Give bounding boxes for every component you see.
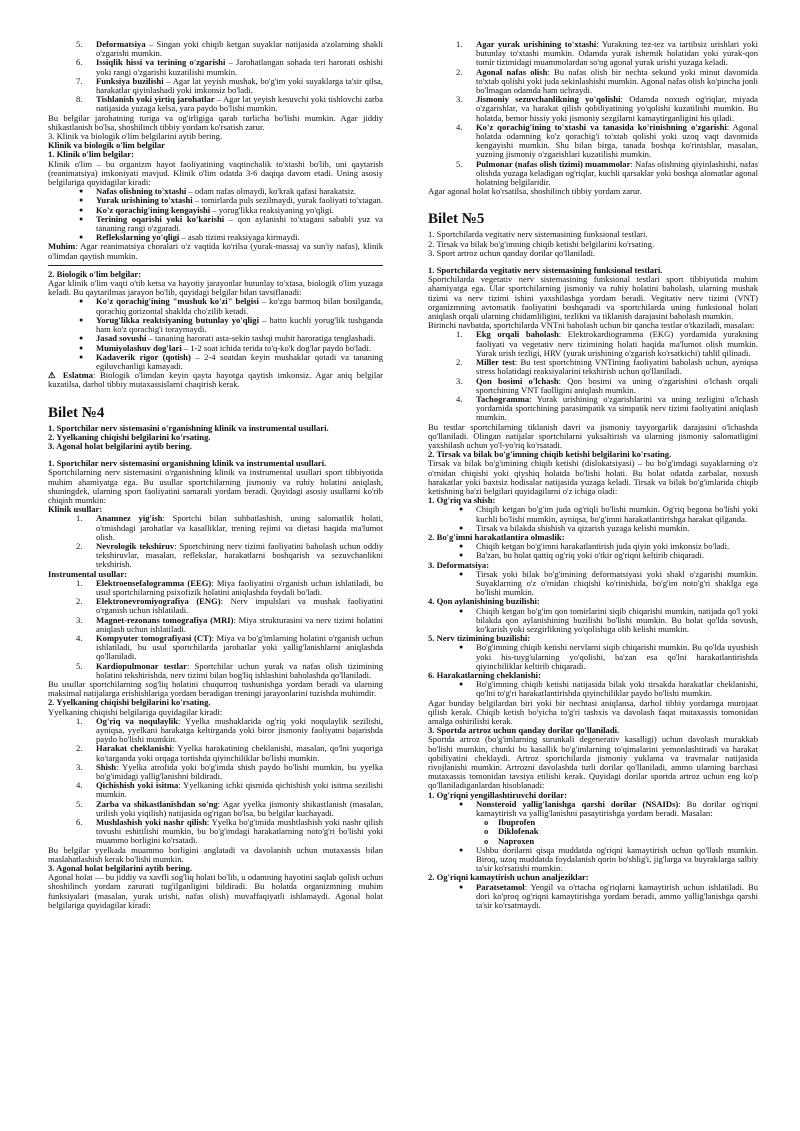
left-column xyxy=(48,40,383,910)
list-item: 8. Tishlanish yoki yirtiq jarohatlar – Agar lat yeyish kesuvchi yoki tishlovchi zarba natijasida yuzaga kelsa, yara paydo bo'lishi mumkin. xyxy=(76,94,383,114)
question-line: 2. Yyelkaning chiqishi belgilarini ko'rsating. xyxy=(48,431,211,442)
paragraph: Agar agonal holat ko'rsatilsa, shoshilinch tibbiy yordam zarur. xyxy=(428,186,642,197)
clinical-bullets xyxy=(48,187,383,242)
list-item: ● Chiqib ketgan bo'g'imni harakatlantirish juda qiyin yoki imkonsiz bo'ladi. xyxy=(428,542,758,551)
section-heading: 2. Biologik o'lim belgilar: xyxy=(48,268,142,279)
group-heading: 4. Qon aylanishining buzilishi: xyxy=(428,596,540,607)
paragraph: Sportda artroz (bo'g'imlarning surunkali degenerativ kasalligi) uchun davolash murakkab bo'lishi mumkin, chunki bu kasallik bo'g'imlarning to'qimalarini yemonlashtiradi va harakat qobiliyatini cheklaydi. Artroz sportchilarda jismoniy yuklama va travmalar natijasida rivojlanishi mumkin. Artrozni davolashda turli dorilar qo'llaniladi, ammo ularning barchasi mutaxassis tomonidan tavsiya etilishi kerak. Quyidagi dorilar sportda artroz uchun eng ko'p qo'llaniladiganlardan hisoblanadi: xyxy=(428,734,758,791)
list-item: 6. Mushlashish yoki nashr qilish: Yyelka bo'g'imida mushtlashish yoki nashr qilish tovushi eshitilishi mumkin, bu bo'g'imdagi harakatlarning noto'g'ri bo'lishi yoki muammo borligini ko'rsatadi. xyxy=(76,817,383,846)
list-item: 4. Qichishish yoki isitma: Yyelkaning ichki qismida qichishish yoki isitma sezilishi mumkin. xyxy=(76,780,383,800)
list-item: ● Ba'zan, bu holat qattiq og'riq yoki o'tkir og'riqni keltirib chiqaradi. xyxy=(428,551,758,560)
list-item: 1. Anamnez yig'ish: Sportchi bilan suhbatlashish, uning salomatlik holati, o'tmishdagi jarohatlar va kasalliklar, trening rejimi va dietasi haqida ma'lumot olish. xyxy=(76,513,383,542)
list-item: ● Nafas olishning to'xtashi – odam nafas olmaydi, ko'krak qafasi harakatsiz. xyxy=(48,187,383,196)
list-item: 2. Harakat cheklanishi: Yyelka harakatining cheklanishi, masalan, qo'lni yuqoriga ko'targanda yoki orqaga tortishda qiyinchiliklar bo'lishi mumkin. xyxy=(76,743,383,763)
group-heading: 1. Og'riqni yengillashtiruvchi dorilar: xyxy=(428,789,567,800)
bio-bullets xyxy=(48,297,383,371)
list-item: ● Bo'g'imning chiqib ketishi natijasida bilak yoki tirsakda harakatlar cheklanishi, qo'lni to'g'ri harakatlantirishda qiyinchiliklar paydo bo'lishi mumkin. xyxy=(428,680,758,698)
list-item: ● Kadaverik rigor (qotish) – 2-4 soatdan keyin mushaklar qotadi va tananing egiluvchanligi kamayadi. xyxy=(48,353,383,371)
list-item: 3. Shish: Yyelka atrofida yoki bo'g'imda shish paydo bo'lishi mumkin, bu yyelka bo'g'imidagi yallig'lanishni bildiradi. xyxy=(76,761,383,782)
note: ⚠ Eslatma: Biologik o'limdan keyin qayta hayotga qaytish imkonsiz. Agar aniq belgilar kuzatilsa, darhol tibbiy mutaxassislarni chaqirish kerak. xyxy=(48,370,383,390)
group-heading: 2. Og'riqni kamaytirish uchun analjeziklar: xyxy=(428,872,589,883)
paragraph: Sportchilarda vegetativ nerv sistemasining funksional testlari sport tibbiyotida muhim ahamiyatga ega. Ular sportchilarning jismoniy va ruhiy holatini baholash, ularning mushak tizimi va nerv tizimi ishini yaxshilashga yordam beradi. Vegitativ nerv tizimi (VNT) organizmning avtomatik faoliyatini boshqaradi va sportchilarda uning funksional holati aniqlash orqali ularning chidamliligini, tezlikni va tiklanish darajasini baholash mumkin. xyxy=(428,274,758,322)
paragraph: Tirsak va bilak bo'g'imining chiqib ketishi (dislokatsiyasi) – bu bo'g'imdagi suyaklarning o'z o'rnidan chiqishi yoki qiyshiq holatda bo'lishi holati. Bu holat odatda zarbalar, noxush harakatlar yoki baxtsiz hodisalar natijasida yuzaga keladi. Tirsak va bilak bo'g'imlarida chiqib ketishning ba'zi belgilari quyidagilarni o'z ichiga oladi: xyxy=(428,458,758,496)
question-line: 3. Sport artroz uchun qanday dorilar qo'llaniladi. xyxy=(428,247,596,258)
paragraph: Bu belgilar jarohatning turiga va og'irligiga qarab turlicha bo'lishi mumkin. Agar jiddiy shikastlanish bo'lsa, shoshilinch tibbiy yordam ko'rsatish zarur. xyxy=(48,112,383,132)
paragraph: Birinchi navbatda, sportchilarda VNTni baholash uchun bir qancha testlar o'tkaziladi, masalan: xyxy=(428,320,755,331)
list-item: ● Yorug'likka reaktsiyaning butunlay yo'qligi – hatto kuchli yorug'lik tushganda ham ko'z qorachig'i torаymaydi. xyxy=(48,316,383,334)
list-item: ● Ushbu dorilarni qisqa muddatda og'riqni kamaytirish uchun qo'llash mumkin. Biroq, uzoq muddatda foydalanish qorin bo'shlig'i, jig'larga va buyraklarga salbiy ta'sir ko'rsatishi mumkin. xyxy=(428,846,758,874)
list-item: ● Chiqib ketgan bo'g'im juda og'riqli bo'lishi mumkin. Og'riq begona bo'lishi yoki kuchli bo'lishi mumkin, ayniqsa, bo'g'imni harakatlantirishga harakat qilganda. xyxy=(428,505,758,523)
paragraph: Bu belgilar yyelkada muammo borligini anglatadi va davolanish uchun mutaxassis bilan maslahatlashish kerak bo'lishi mumkin. xyxy=(48,844,383,864)
section-heading: 3. Agonal holat belgilarini aytib bering. xyxy=(48,863,192,874)
list-item: ● Ko'z qorachig'ining "mushuk ko'zi" belgisi – ko'zga barmoq bilan bosilganda, qorachiq gorizontal shaklda cho'zilib ketadi. xyxy=(48,297,383,315)
list-item: ● Mumiyolashuv dog'lari – 1-2 soat ichida terida to'q-ko'k dog'lar paydo bo'ladi. xyxy=(48,344,383,353)
list-item: ● Bo'g'imning chiqib ketishi nervlarni siqib chiqarishi mumkin. Bu qo'lda uyushish yoki his-tuyg'ularning yo'qolishi, ba'zan esa qo'lni harakatlantirishda qiyinchiliklar keltirib chiqaradi. xyxy=(428,643,758,671)
list-item: 4. Tachogramma: Yurak urishining o'zgarishlarini va uning tezligini o'lchash yordamida sportchining parasimpatik va simpatik nerv tizimi faoliyatini aniqlash mumkin. xyxy=(456,393,758,423)
group-heading: 5. Nerv tizimining buzilishi: xyxy=(428,633,531,644)
list-item: 1. Elektroensefalogramma (EEG): Miya faoliyatini o'rganish uchun ishlatiladi, bu usul sportchilarning psixofizik holatini aniqlashda foydali bo'ladi. xyxy=(76,577,383,597)
list-item: 1. Og'riq va noqulaylik: Yyelka mushaklarida og'riq yoki noqulaylik sezilishi, ayniqsa, yyelkani harakatga keltirganda yoki biror jismoniy faoliyatni bajarishda paydo bo'lishi mumkin. xyxy=(76,715,383,745)
paragraph: Sportchilarning nerv sistemasini o'rganishning klinik va instrumental usullari sport tibbiyotida muhim ahamiyatga ega. Bu usullar sportchilarning jismoniy va ruhiy holatini aniqlash, shuningdek, ularning sport faoliyatini samarali yordam beradi. Quyidagi asosiy usullarni ko'rib chiqish mumkin: xyxy=(48,467,383,505)
section-heading: 3. Sportda artroz uchun qanday dorilar qo'llaniladi. xyxy=(428,725,620,736)
question-line: 3. Agonal holat belgilarini aytib bering. xyxy=(48,440,192,451)
bilet-title: Bilet №4 xyxy=(48,404,105,421)
list-item: 4. Ko'z qorachig'ining to'xtashi va tanasida ko'rinishning o'zgarishi: Agonal holatda odamning ko'z qorachig'i to'xtab qolishi yoki uzoq vaqt davomida kengayishi mumkin. Shu bilan birga, tanada boshqa ko'rinishlar, masalan, yuzning jismoniy o'zgarishlari kuzatilishi mumkin. xyxy=(456,121,758,160)
list-item: ● Jasad sovushi – tananing harorati asta-sekin tashqi muhit haroratiga tenglashadi. xyxy=(48,334,383,343)
paragraph: Agar klinik o'lim vaqti o'tib ketsa va hayotiy jarayonlar butunlay to'xtasa, biologik o'lim yuzaga keladi. Bu qaytarilmas jarayon bo'lib, quyidagi belgilar bilan tavsiflanadi: xyxy=(48,278,383,298)
list-item: 5. Deformatsiya – Singan yoki chiqib ketgan suyaklar natijasida a'zolarning shakli o'zgarishi mumkin. xyxy=(76,39,383,59)
group-heading: 1. Og'riq va shish: xyxy=(428,495,496,506)
paragraph: Yyelkaning chiqishi belgilariga quyidagilar kiradi: xyxy=(48,706,223,717)
section-heading: Instrumental usullar: xyxy=(48,568,128,579)
list-item: ● Chiqib ketgan bo'g'im qon tomirlarini siqib chiqarishi mumkin, natijada qo'l yoki bilakda qon aylanishining buzilishi bo'lishi mumkin. Bu holat qo'lda sovush, ko'karish yoki sezgirlikning yo'qolishiga olib kelishi mumkin. xyxy=(428,607,758,635)
list-item: 5. Kardiopulmonar testlar: Sportchilar uchun yurak va nafas olish tizimining holatini tekshirishda, nerv tizimi bilan bog'liq ishlashini baholashda qo'llaniladi. xyxy=(76,660,383,680)
question-heading: 3. Klinik va biologik o'lim belgilarini aytib bering. xyxy=(48,131,223,142)
list-item: ● Terining oqarishi yoki ko'karishi – qon aylanishi to'xtagani sababli yuz va tananing rangi o'zgaradi. xyxy=(48,215,383,233)
drug-example: o Diklofenak xyxy=(428,827,758,836)
paragraph: Bu testlar sportchilarning tiklanish davri va jismoniy tayyorgarlik darajasini o'lchashda qo'llaniladi. Olingan natijalar sportchilarni yuksaltirish va ularning jismoniy salomatligini yaxshilash uchun yo'l-yo'riq ko'rsatadi. xyxy=(428,421,758,450)
list-item: 3. Magnet-rezonans tomografiya (MRI): Miya strukturasini va nerv tizimi holatini aniqlash uchun ishlatiladi. xyxy=(76,614,383,634)
list-item: ● Ko'z qorachig'ining kengayishi – yorug'likka reaksiyaning yo'qligi. xyxy=(48,206,383,215)
section-heading: 1. Sportchilar nerv sistemasini organishning klinik va instrumental usullari. xyxy=(48,458,327,469)
section-heading: 2. Yyelkaning chiqishi belgilarini ko'rsating. xyxy=(48,697,211,708)
list-item: 7. Funksiya buzilishi – Agar lat yeyish mushak, bo'g'im yoki suyaklarga ta'sir qilsa, harakatlar qiyinlashadi yoki imkonsiz bo'ladi. xyxy=(76,75,384,96)
paragraph: Agonal holat — bu jiddiy va xavfli sog'liq holati bo'lib, u odamning hayotini saqlab qolish uchun shoshilinch yordam zarurati tug'ilganligini bildiradi. Bu holatda organizmning muhim funksiyalari (masalan, yurak urishi, nafas olish) muvaffaqiyatli ishlamaydi. Agonal holat belgilariga quyidagilar kiradi: xyxy=(48,872,383,910)
list-item: ● Tirsak yoki bilak bo'g'imining deformatsiyasi yoki shakl o'zgarishi mumkin. Suyaklarning o'z o'rnidan chiqishi ko'rinishida, bo'g'im noto'g'ri shaklga ega bo'lishi mumkin. xyxy=(428,570,758,598)
list-item: 1. Ekg orqali baholash: Elektrokardiogramma (EKG) yordamida yurakning faoliyati va vegetativ nerv tizimining holati haqida ma'lumot olish mumkin. Yurak urish tezligi, HRV (yurak urishining o'zgarish ko'rsatkichi) tahlil qilinadi. xyxy=(456,329,758,358)
paragraph: Bu usullar sportchilarning sog'liq holatini chuqurroq tushunishga yordam beradi va ularning maksimal natijalarga erishishlariga yordam beradigan treningi jarayonlarini tuzishda muhimdir. xyxy=(48,679,383,699)
section-heading: 1. Klinik o'lim belgilar: xyxy=(48,149,134,160)
section-heading: Klinik va biologik o'lim belgilar xyxy=(48,140,165,151)
list-item: 3. Qon bosimi o'lchash: Qon bosimi va uning o'zgarishini o'lchash orqali sportchining VNT faolligini aniqlash mumkin. xyxy=(456,375,759,395)
section-heading: 1. Sportchilarda vegitativ nerv sistemasining funksional testlari. xyxy=(428,265,663,276)
list-item: ● Reflekslarning yo'qligi – asab tizimi reaksiyaga kirmaydi. xyxy=(48,233,383,242)
divider xyxy=(48,265,383,266)
list-item: 3. Jismoniy sezuvchanlikning yo'qolishi: Odamda noxush og'riqlar, miyada o'zgarishlar, va harakat qilish qobiliyatining yo'qolishi kuzatilishi mumkin. Bu holatda, bemor hissiy yoki jismoniy sezgilarni kamaytirganligini his qiladi. xyxy=(456,94,758,123)
question-line: 1. Sportchilar nerv sistemasini o'rganishning klinik va instrumental usullari. xyxy=(48,422,329,433)
list-item: 2. Agonal nafas olish: Bu nafas olish bir nechta sekund yoki minut davomida to'xtab qolishi yoki juda sekinlashishi mumkin. Agonal nafas olish ko'pincha jonli bo'lmagan odamda ham uchraydi. xyxy=(456,66,758,96)
section-heading: 2. Tirsak va bilak bo'g'imning chiqib ketishi belgilarini ko'rsating. xyxy=(428,449,672,460)
intro-list xyxy=(48,40,383,114)
question-line: 2. Tirsak va bilak bo'g'imning chiqib ketishi belgilarini ko'rsating. xyxy=(428,238,655,249)
paragraph: Klinik o'lim – bu organizm hayot faoliyatining vaqtinchalik to'xtashi bo'lib, uni qaytarish (reanimatsiya) imkoniyati mavjud. Klinik o'lim odatda 3-6 daqiqa davom etadi. Uning asosiy belgilariga quyidagilar kiradi: xyxy=(48,158,383,188)
list-item: ● Tirsak va bilakda shishish va qizarish yuzaga kelishi mumkin. xyxy=(428,524,758,533)
question-line: 1. Sportchilarda vegitativ nerv sistemasining funksional testlari. xyxy=(428,229,648,240)
list-item: 5. Pulmonar (nafas olish tizimi) muammolar: Nafas olishning qiyinlashishi, nafas olishda yuzaga keladigan og'riqlar, kuchli qarsaklar yoki boshqa alomatlar agonal holatning belgilaridir. xyxy=(456,158,758,188)
drug-example: o Ibuprofen xyxy=(428,818,758,827)
list-item: 2. Miller test: Bu test sportchining VNTining faoliyatini baholash uchun, ayniqsa stress holatidagi reaksiyalarini tekshirish uchun qo'llaniladi. xyxy=(456,357,758,377)
list-item: 5. Zarba va shikastlanishdan so'ng: Agar yyelka jismoniy shikastlanish (masalan, urilish yoki yiqilish) natijasida og'rigan bo'lsa, bu belgilar kuchayadi. xyxy=(76,798,383,818)
drug-example: o Naproxen xyxy=(428,837,758,846)
list-item: 2. Nevrologik tekshiruv: Sportchining nerv tizimi faoliyatini baholash uchun oddiy tekshiruvlar, masalan, reflekslar, harakatlarni boshqarish va sezuvchanlikni tekshirish. xyxy=(76,540,383,570)
group-heading: 3. Deformatsiya: xyxy=(428,559,490,570)
group-heading: 2. Bo'g'imni harakatlantira olmaslik: xyxy=(428,531,565,542)
list-item: 2. Elektronevromiyografiya (ENG): Nerv impulslari va mushak faoliyatini o'rganish uchun ishlatiladi. xyxy=(76,596,383,616)
bilet-title: Bilet №5 xyxy=(428,211,485,228)
list-item: ● Yurak urishining to'xtashi – tomirlarda puls sezilmaydi, yurak faoliyati to'xtagan. xyxy=(48,196,383,205)
paragraph: Agar bunday belgilardan biri yoki bir nechtasi aniqlansa, darhol tibbiy yordamga murojaat qilish kerak. Chiqib ketish bo'yicha to'g'ri tashxis va davolash faqat mutaxassis tomonidan amalga oshirilishi kerak. xyxy=(428,697,758,727)
list-item: ● Nonsteroid yallig'lanishga qarshi dorilar (NSAIDs): Bu dorilar og'riqni kamaytirish va yallig'lanishni pasaytirishga yordam beradi. Masalan: xyxy=(428,800,758,818)
list-item: 4. Kompyuter tomografiyasi (CT): Miya va bo'g'imlarning holatini o'rganish uchun ishlatiladi, bu usul sportchilarda jarohatlar yoki yallig'lanishlarni aniqlashda qo'llaniladi. xyxy=(76,632,383,662)
list-item: 6. Issiqlik hissi va terining o'zgarishi – Jarohatlangan sohada teri harorati oshishi yoki rangi o'zgarishi kuzatilishi mumkin. xyxy=(76,57,383,77)
list-item: 1. Agar yurak urishining to'xtashi: Yurakning tez-tez va tartibsiz urishlari yoki butunlay to'xtashi mumkin. Odamda yurak ishemik holatidan yoki yurak-qon tomir tizimidagi muammolardan so'ng agonal yurak urishi yuzaga keladi. xyxy=(456,39,758,68)
list-item: ● Paratsetamol: Yengil va o'rtacha og'riqlarni kamaytirish uchun ishlatiladi. Bu dori ko'proq og'riqni kamaytirishga yordam beradi, ammo yallig'lanishga qarshi ta'sir ko'rsatmaydi. xyxy=(428,883,758,911)
note: Muhim: Agar reanimatsiya choralari o'z vaqtida ko'rilsa (yurak-massaj va sun'iy nafas), klinik o'limdan qaytish mumkin. xyxy=(48,241,383,261)
section-heading: Klinik usullar: xyxy=(48,504,103,515)
right-column xyxy=(428,40,758,910)
group-heading: 6. Harakatlarning cheklanishi: xyxy=(428,670,541,680)
